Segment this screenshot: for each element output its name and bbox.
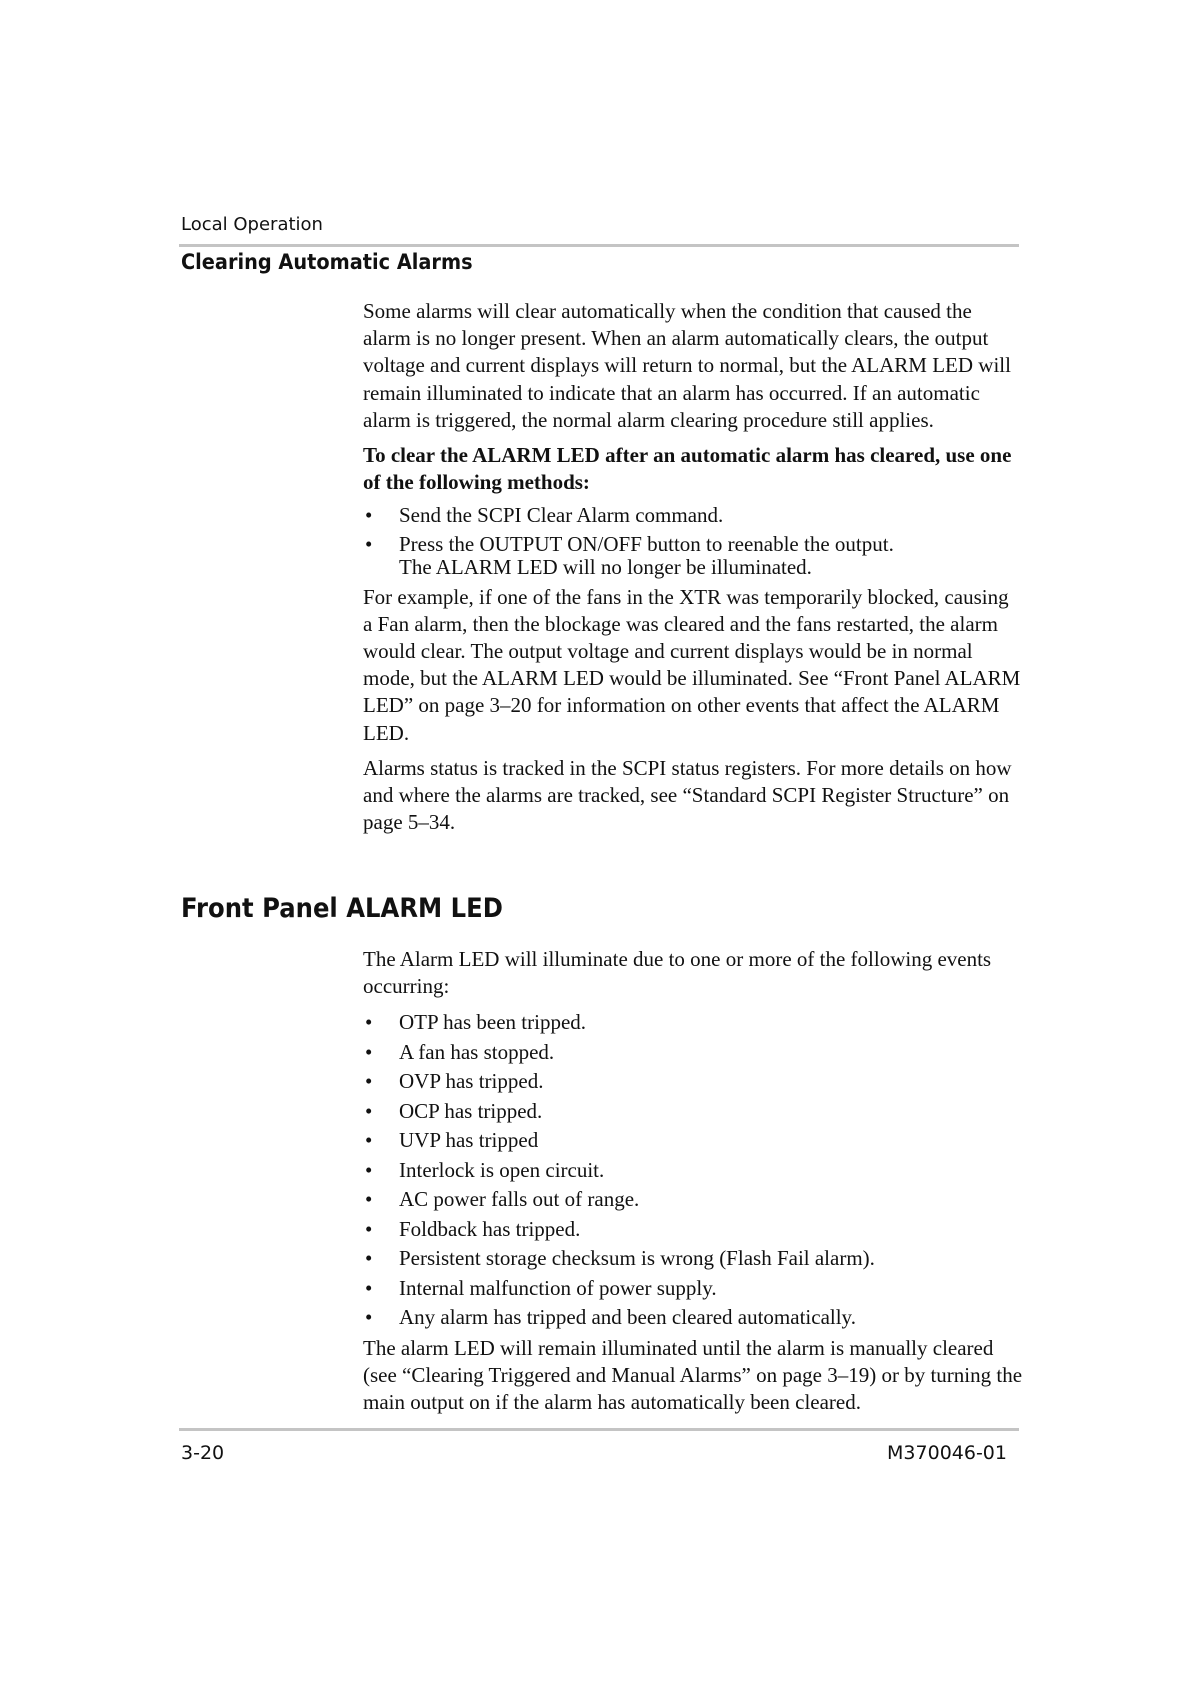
bullet-icon: • xyxy=(365,1305,373,1330)
bullet-icon: • xyxy=(365,1216,373,1241)
event-text: Internal malfunction of power supply. xyxy=(399,1275,717,1300)
event-text: OCP has tripped. xyxy=(399,1098,543,1123)
front-panel-alarm-led-heading: Front Panel ALARM LED xyxy=(181,893,503,924)
method-text: Press the OUTPUT ON/OFF button to reenable the output. xyxy=(399,531,894,556)
event-text: Interlock is open circuit. xyxy=(399,1157,605,1182)
bullet-icon: • xyxy=(365,1187,373,1212)
event-text: Any alarm has tripped and been cleared automatically. xyxy=(399,1305,856,1330)
bullet-icon: • xyxy=(365,1128,373,1153)
list-item xyxy=(363,502,1023,529)
bullet-icon: • xyxy=(365,1275,373,1300)
bullet-icon: • xyxy=(365,531,373,556)
running-header: Local Operation xyxy=(181,214,323,235)
bullet-icon: • xyxy=(365,1098,373,1123)
event-text: OTP has been tripped. xyxy=(399,1010,587,1035)
bullet-icon: • xyxy=(365,1039,373,1064)
list-item xyxy=(363,1274,1023,1304)
list-item xyxy=(363,1067,1023,1097)
bullet-icon: • xyxy=(365,1069,373,1094)
bullet-icon: • xyxy=(365,1010,373,1035)
method-note: The ALARM LED will no longer be illuminated. xyxy=(399,554,812,579)
event-text: A fan has stopped. xyxy=(399,1039,555,1064)
list-item xyxy=(363,1126,1023,1156)
clearing-status-paragraph: Alarms status is tracked in the SCPI status registers. For more details on how and where the alarms are tracked, see “Standard SCPI Register Structure” on page 5–34. xyxy=(363,755,1012,835)
event-text: OVP has tripped. xyxy=(399,1069,544,1094)
list-item xyxy=(363,533,1023,579)
alarm-events-list xyxy=(363,1008,1023,1333)
header-rule xyxy=(179,244,1019,247)
list-item xyxy=(363,1215,1023,1245)
method-text: Send the SCPI Clear Alarm command. xyxy=(399,503,724,528)
clearing-methods-list xyxy=(363,502,1023,578)
event-text: Persistent storage checksum is wrong (Flash Fail alarm). xyxy=(399,1246,875,1271)
list-item xyxy=(363,1097,1023,1127)
event-text: UVP has tripped xyxy=(399,1128,539,1153)
event-text: AC power falls out of range. xyxy=(399,1187,640,1212)
page-number: 3-20 xyxy=(181,1442,225,1464)
clearing-example-paragraph: For example, if one of the fans in the XTR was temporarily blocked, causing a Fan alarm, then the blockage was cleared and the fans restarted, the alarm would clear. The output voltage and current displays would be in normal mode, but the ALARM LED would be illuminated. See “Front Panel ALARM LED” on page 3–20 for information on other events that affect the ALARM LED. xyxy=(363,584,1021,745)
clearing-methods-lead: To clear the ALARM LED after an automatic alarm has cleared, use one of the following methods: xyxy=(363,443,1012,495)
list-item xyxy=(363,1185,1023,1215)
front-panel-intro-paragraph: The Alarm LED will illuminate due to one or more of the following events occurring: xyxy=(363,947,992,999)
footer-rule xyxy=(179,1428,1019,1431)
list-item xyxy=(363,1244,1023,1274)
list-item xyxy=(363,1156,1023,1186)
front-panel-section-body xyxy=(363,946,1023,1417)
clearing-section-body xyxy=(363,298,1023,836)
clearing-intro-paragraph: Some alarms will clear automatically when the condition that caused the alarm is no longer present. When an alarm automatically clears, the output voltage and current displays will return to normal, but the ALARM LED will remain illuminated to indicate that an alarm has occurred. If an automatic alarm is triggered, the normal alarm clearing procedure still applies. xyxy=(363,299,1011,432)
list-item xyxy=(363,1008,1023,1038)
document-number: M370046-01 xyxy=(887,1442,1007,1464)
event-text: Foldback has tripped. xyxy=(399,1216,581,1241)
list-item xyxy=(363,1303,1023,1333)
front-panel-closing-paragraph: The alarm LED will remain illuminated until the alarm is manually cleared (see “Clearing Triggered and Manual Alarms” on page 3–19) or by turning the main output on if the alarm has automatically been cleared. xyxy=(363,1335,1023,1415)
bullet-icon: • xyxy=(365,1246,373,1271)
clearing-automatic-alarms-heading: Clearing Automatic Alarms xyxy=(181,250,473,274)
list-item xyxy=(363,1038,1023,1068)
bullet-icon: • xyxy=(365,503,373,528)
bullet-icon: • xyxy=(365,1157,373,1182)
